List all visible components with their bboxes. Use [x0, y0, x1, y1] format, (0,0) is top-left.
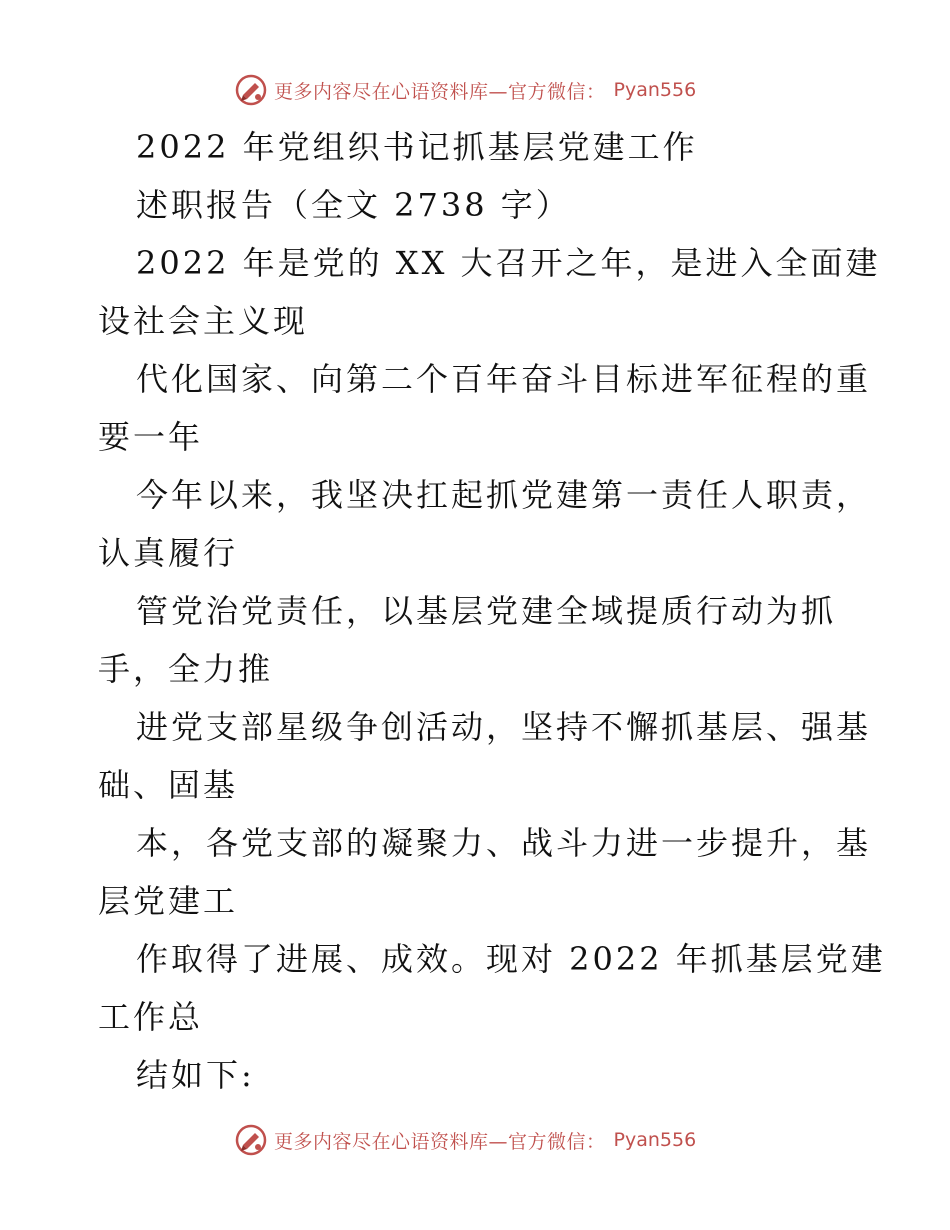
title-line-2: 述职报告（全文 2738 字）	[136, 186, 571, 224]
pen-logo-icon	[234, 73, 268, 107]
title-line-1: 2022 年党组织书记抓基层党建工作	[136, 128, 698, 166]
paragraph-line: 设社会主义现	[98, 302, 309, 340]
paragraph-line: 手，全力推	[98, 650, 274, 688]
paragraph-line: 代化国家、向第二个百年奋斗目标进军征程的重	[136, 360, 872, 398]
footer-watermark	[234, 1122, 696, 1158]
document-body	[98, 118, 886, 1104]
pen-logo-icon	[234, 1123, 268, 1157]
watermark-handle: Pyan556	[613, 1129, 697, 1151]
watermark-handle: Pyan556	[613, 79, 697, 101]
watermark-text: 更多内容尽在心语资料库—官方微信：	[274, 1130, 606, 1153]
paragraph-line: 本，各党支部的凝聚力、战斗力进一步提升，基	[136, 824, 872, 862]
paragraph-line: 认真履行	[98, 534, 239, 572]
paragraph-line: 工作总	[98, 998, 204, 1036]
paragraph-line: 今年以来，我坚决扛起抓党建第一责任人职责，	[136, 476, 872, 514]
paragraph-line: 要一年	[98, 418, 204, 456]
paragraph-line: 2022 年是党的 XX 大召开之年，是进入全面建	[136, 244, 881, 282]
watermark-text: 更多内容尽在心语资料库—官方微信：	[274, 80, 606, 103]
paragraph-line: 管党治党责任，以基层党建全域提质行动为抓	[136, 592, 837, 630]
paragraph-line: 层党建工	[98, 882, 239, 920]
paragraph-line: 结如下:	[136, 1056, 255, 1094]
header-watermark	[234, 72, 696, 108]
paragraph-line: 作取得了进展、成效。现对 2022 年抓基层党建	[136, 940, 886, 978]
paragraph-line: 进党支部星级争创活动，坚持不懈抓基层、强基	[136, 708, 872, 746]
paragraph-line: 础、固基	[98, 766, 239, 804]
